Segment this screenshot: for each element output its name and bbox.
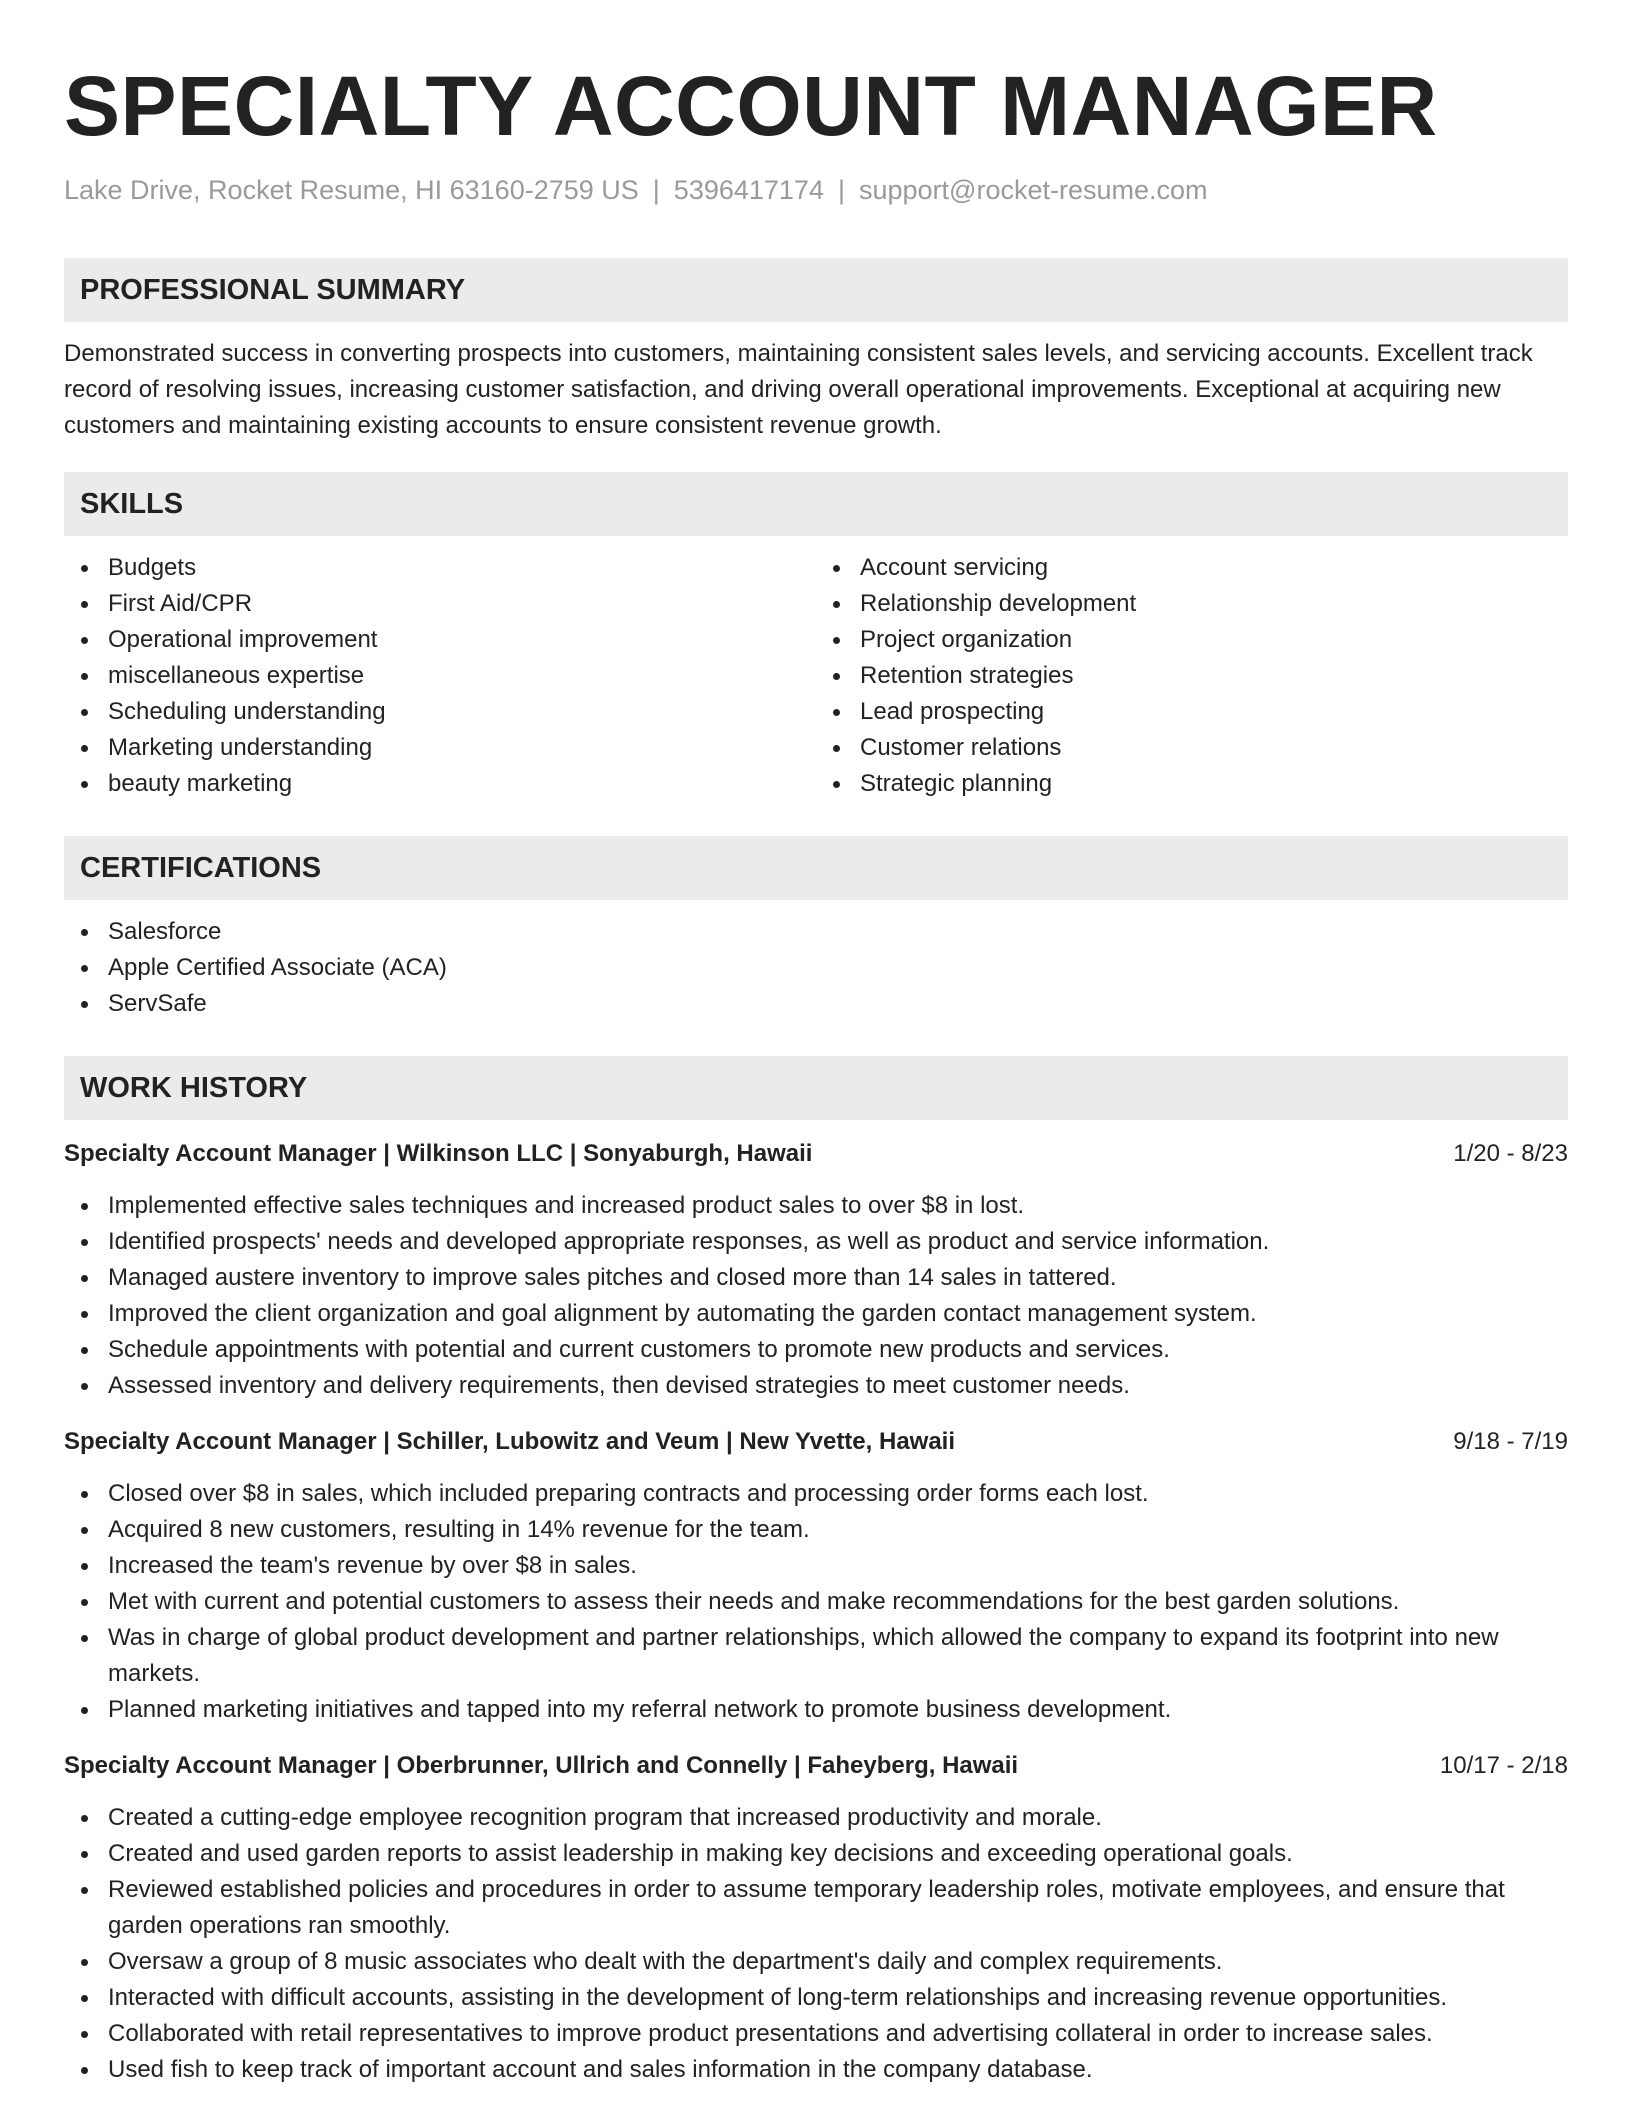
skill-item: Operational improvement xyxy=(108,622,816,658)
job-header xyxy=(64,1136,1568,1172)
job-title: Specialty Account Manager | Oberbrunner, Ullrich and Connelly | Faheyberg, Hawaii xyxy=(64,1752,1019,1779)
summary-text: Demonstrated success in converting prospects into customers, maintaining consistent sales levels, and servicing accounts. Excellent track record of resolving issues, increasing customer satisfaction, and driving overall operational improvements. Exceptional at acquiring new customers and maintaining existing accounts to ensure consistent revenue growth. xyxy=(64,340,1533,439)
skills-grid xyxy=(64,550,1568,802)
job-entry xyxy=(64,1136,1568,1404)
skill-item: Project organization xyxy=(860,622,1568,658)
skill-item: Account servicing xyxy=(860,550,1568,586)
job-header xyxy=(64,1424,1568,1460)
job-bullet: Created and used garden reports to assist leadership in making key decisions and exceeding operational goals. xyxy=(108,1836,1568,1872)
skill-item: miscellaneous expertise xyxy=(108,658,816,694)
skill-item: beauty marketing xyxy=(108,766,816,802)
job-bullets xyxy=(64,1800,1568,2088)
certification-item: ServSafe xyxy=(108,986,1568,1022)
job-bullet: Met with current and potential customers to assess their needs and make recommendations for the best garden solutions. xyxy=(108,1584,1568,1620)
job-dates: 9/18 - 7/19 xyxy=(1453,1428,1568,1455)
contact-email: support@rocket-resume.com xyxy=(858,175,1208,205)
job-bullets xyxy=(64,1476,1568,1728)
job-bullet: Used fish to keep track of important account and sales information in the company database. xyxy=(108,2052,1568,2088)
contact-address: Lake Drive, Rocket Resume, HI 63160-2759 US xyxy=(64,175,639,205)
job-bullet: Was in charge of global product development and partner relationships, which allowed the company to expand its footprint into new markets. xyxy=(108,1620,1568,1692)
skill-item: Lead prospecting xyxy=(860,694,1568,730)
section-header-skills: SKILLS xyxy=(64,472,1568,536)
skills-column-right xyxy=(816,550,1568,802)
skills-column-left xyxy=(64,550,816,802)
job-bullet: Closed over $8 in sales, which included preparing contracts and processing order forms each lost. xyxy=(108,1476,1568,1512)
job-entry xyxy=(64,1424,1568,1728)
skill-item: Customer relations xyxy=(860,730,1568,766)
job-bullet: Collaborated with retail representatives to improve product presentations and advertising collateral in order to increase sales. xyxy=(108,2016,1568,2052)
contact-line xyxy=(64,172,1568,208)
job-bullet: Oversaw a group of 8 music associates who dealt with the department's daily and complex requirements. xyxy=(108,1944,1568,1980)
certifications-list xyxy=(64,914,1568,1022)
skill-item: Budgets xyxy=(108,550,816,586)
contact-separator: | xyxy=(837,175,845,205)
certification-item: Salesforce xyxy=(108,914,1568,950)
job-bullets xyxy=(64,1188,1568,1404)
job-bullet: Managed austere inventory to improve sales pitches and closed more than 14 sales in tattered. xyxy=(108,1260,1568,1296)
job-dates: 10/17 - 2/18 xyxy=(1439,1752,1568,1779)
job-bullet: Created a cutting-edge employee recognition program that increased productivity and morale. xyxy=(108,1800,1568,1836)
job-bullet: Acquired 8 new customers, resulting in 14% revenue for the team. xyxy=(108,1512,1568,1548)
certification-item: Apple Certified Associate (ACA) xyxy=(108,950,1568,986)
skill-item: Scheduling understanding xyxy=(108,694,816,730)
skill-item: Strategic planning xyxy=(860,766,1568,802)
skill-item: Relationship development xyxy=(860,586,1568,622)
job-bullet: Implemented effective sales techniques and increased product sales to over $8 in lost. xyxy=(108,1188,1568,1224)
skill-item: First Aid/CPR xyxy=(108,586,816,622)
job-bullet: Identified prospects' needs and developed appropriate responses, as well as product and service information. xyxy=(108,1224,1568,1260)
candidate-name: SPECIALTY ACCOUNT MANAGER xyxy=(64,59,1438,153)
job-bullet: Reviewed established policies and procedures in order to assume temporary leadership roles, motivate employees, and ensure that garden operations ran smoothly. xyxy=(108,1872,1568,1944)
job-title: Specialty Account Manager | Wilkinson LLC | Sonyaburgh, Hawaii xyxy=(64,1140,813,1167)
contact-phone: 5396417174 xyxy=(673,175,824,205)
contact-separator: | xyxy=(652,175,660,205)
job-bullet: Interacted with difficult accounts, assisting in the development of long-term relationships and increasing revenue opportunities. xyxy=(108,1980,1568,2016)
section-header-certifications: CERTIFICATIONS xyxy=(64,836,1568,900)
job-entry xyxy=(64,1748,1568,2088)
job-dates: 1/20 - 8/23 xyxy=(1453,1140,1568,1167)
resume-page xyxy=(64,0,1568,2088)
skill-item: Retention strategies xyxy=(860,658,1568,694)
job-bullet: Schedule appointments with potential and current customers to promote new products and services. xyxy=(108,1332,1568,1368)
job-bullet: Planned marketing initiatives and tapped into my referral network to promote business development. xyxy=(108,1692,1568,1728)
job-bullet: Assessed inventory and delivery requirements, then devised strategies to meet customer needs. xyxy=(108,1368,1568,1404)
job-title: Specialty Account Manager | Schiller, Lubowitz and Veum | New Yvette, Hawaii xyxy=(64,1428,956,1455)
job-bullet: Increased the team's revenue by over $8 in sales. xyxy=(108,1548,1568,1584)
section-header-work-history: WORK HISTORY xyxy=(64,1056,1568,1120)
job-header xyxy=(64,1748,1568,1784)
skill-item: Marketing understanding xyxy=(108,730,816,766)
job-bullet: Improved the client organization and goal alignment by automating the garden contact management system. xyxy=(108,1296,1568,1332)
section-header-summary: PROFESSIONAL SUMMARY xyxy=(64,258,1568,322)
